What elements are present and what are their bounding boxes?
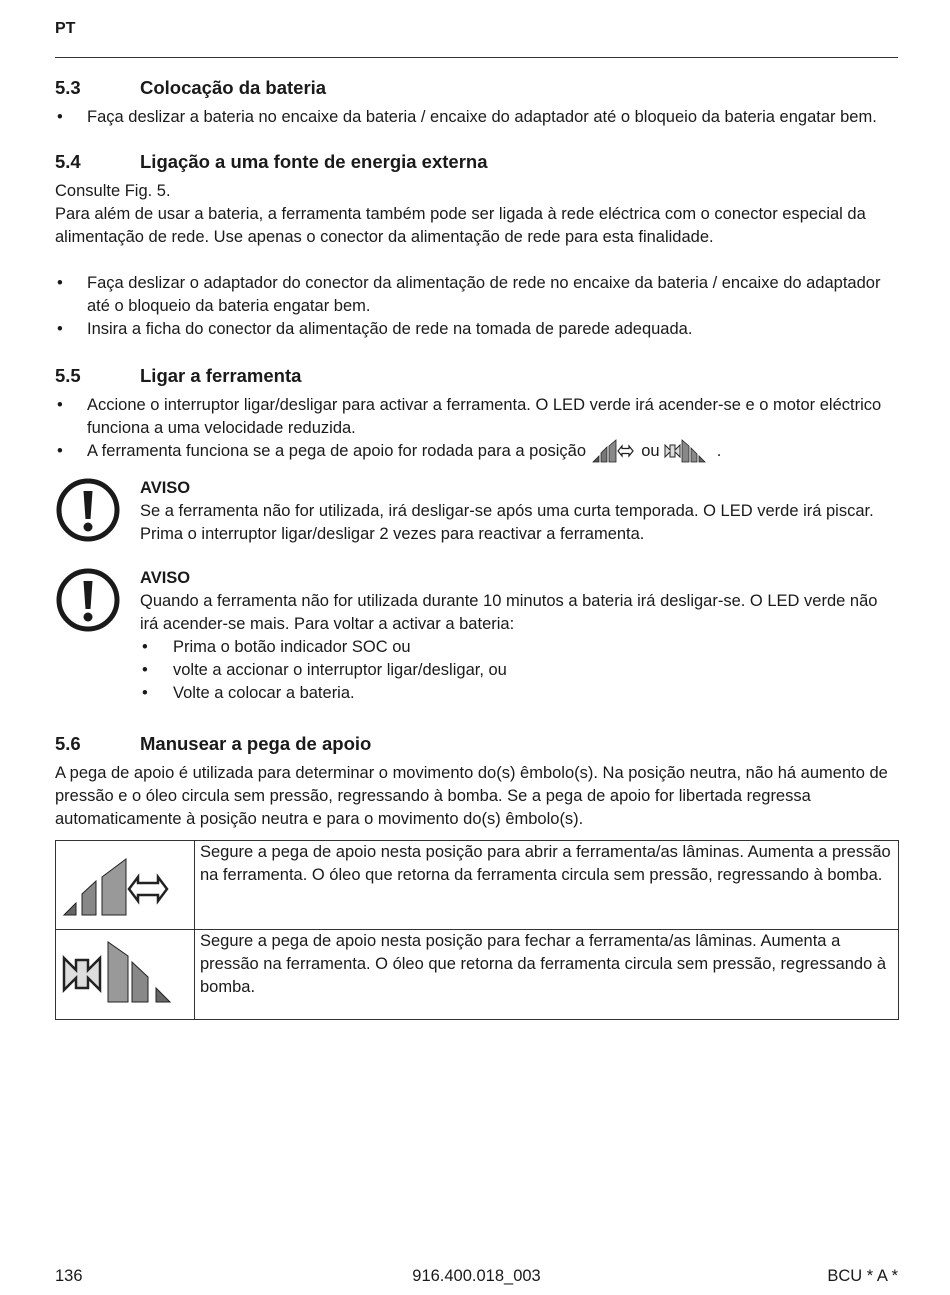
page-number: 136	[55, 1267, 83, 1285]
table-row	[56, 841, 899, 930]
open-position-icon	[591, 438, 637, 464]
notice-1-icon-wrap	[55, 477, 140, 548]
section-5-6-text: A pega de apoio é utilizada para determinar o movimento do(s) êmbolo(s). Na posição neutra, não há aumento de pressão e o óleo circula sem pressão, regressando à bomba. Se a pega de apoio for libertada regressa automaticamente à posição neutra e para o movimento do(s) êmbolo(s).	[55, 764, 888, 828]
close-position-icon	[56, 930, 194, 1012]
list-item: • Insira a ficha do conector da alimentação de rede na tomada de parede adequada.	[55, 318, 898, 341]
table-text-cell: Segure a pega de apoio nesta posição para fechar a ferramenta/as lâminas. Aumenta a pressão na ferramenta. O óleo que retorna da ferramenta circula sem pressão, regressando à bomba.	[195, 930, 899, 1020]
model-code: BCU * A *	[827, 1267, 898, 1285]
section-title: Ligação a uma fonte de energia externa	[140, 151, 488, 172]
notice-1-body	[140, 477, 898, 546]
section-5-5-list	[55, 394, 898, 463]
section-5-4-list	[55, 272, 898, 341]
notice-title: AVISO	[140, 479, 191, 497]
table-row	[56, 930, 899, 1020]
warning-exclamation-icon	[55, 567, 121, 633]
document-number: 916.400.018_003	[412, 1267, 541, 1285]
position-table	[55, 840, 899, 1020]
notice-text: Se a ferramenta não for utilizada, irá desligar-se após uma curta temporada. O LED verde irá piscar. Prima o interruptor ligar/desligar 2 vezes para reactivar a ferramenta.	[140, 502, 874, 543]
list-item: • Prima o botão indicador SOC ou	[140, 636, 898, 659]
table-text-cell: Segure a pega de apoio nesta posição para abrir a ferramenta/as lâminas. Aumenta a pressão na ferramenta. O óleo que retorna da ferramenta circula sem pressão, regressando à bomba.	[195, 841, 899, 930]
list-item: • Accione o interruptor ligar/desligar para activar a ferramenta. O LED verde irá acender-se e o motor eléctrico funciona a uma velocidade reduzida.	[55, 394, 898, 440]
list-item: • Faça deslizar o adaptador do conector da alimentação de rede no encaixe da bateria / encaixe do adaptador até o bloqueio da bateria engatar bem.	[55, 272, 898, 318]
table-icon-cell	[56, 841, 195, 930]
notice-2-list	[140, 636, 898, 705]
notice-2-body	[140, 567, 898, 705]
notice-2-icon-wrap	[55, 567, 140, 638]
notice-text: Quando a ferramenta não for utilizada durante 10 minutos a bateria irá desligar-se. O LED verde não irá acender-se mais. Para voltar a activar a bateria:	[140, 592, 878, 633]
section-number: 5.5	[55, 365, 81, 386]
section-number: 5.3	[55, 77, 81, 98]
section-5-3-list	[55, 106, 898, 129]
table-icon-cell	[56, 930, 195, 1020]
list-item: • Volte a colocar a bateria.	[140, 682, 898, 705]
content	[55, 76, 898, 1020]
figure-reference: Consulte Fig. 5.	[55, 182, 171, 200]
section-5-4-heading	[55, 150, 898, 174]
section-5-4-text: Para além de usar a bateria, a ferramenta também pode ser ligada à rede eléctrica com o conector especial da alimentação de rede. Use apenas o conector da alimentação de rede para esta finalidade.	[55, 205, 866, 246]
open-position-icon	[56, 841, 194, 922]
position-separator: ou	[641, 442, 660, 460]
list-item: • volte a accionar o interruptor ligar/desligar, ou	[140, 659, 898, 682]
close-position-icon	[664, 438, 712, 464]
document-page	[55, 0, 899, 1295]
position-end: .	[716, 442, 722, 460]
section-5-5-heading	[55, 364, 898, 388]
header-divider	[55, 57, 898, 58]
list-item: • Faça deslizar a bateria no encaixe da bateria / encaixe do adaptador até o bloqueio da bateria engatar bem.	[55, 106, 898, 129]
section-5-3-heading	[55, 76, 898, 100]
notice-2	[55, 567, 898, 705]
section-title: Ligar a ferramenta	[140, 365, 302, 386]
section-title: Colocação da bateria	[140, 77, 327, 98]
list-item	[55, 440, 898, 463]
section-title: Manusear a pega de apoio	[140, 733, 372, 754]
warning-exclamation-icon	[55, 477, 121, 543]
section-number: 5.4	[55, 151, 81, 172]
language-label: PT	[55, 20, 76, 37]
position-text: A ferramenta funciona se a pega de apoio for rodada para a posição	[87, 442, 587, 460]
notice-title: AVISO	[140, 569, 191, 587]
section-5-6-heading	[55, 732, 898, 756]
section-number: 5.6	[55, 733, 81, 754]
notice-1	[55, 477, 898, 548]
